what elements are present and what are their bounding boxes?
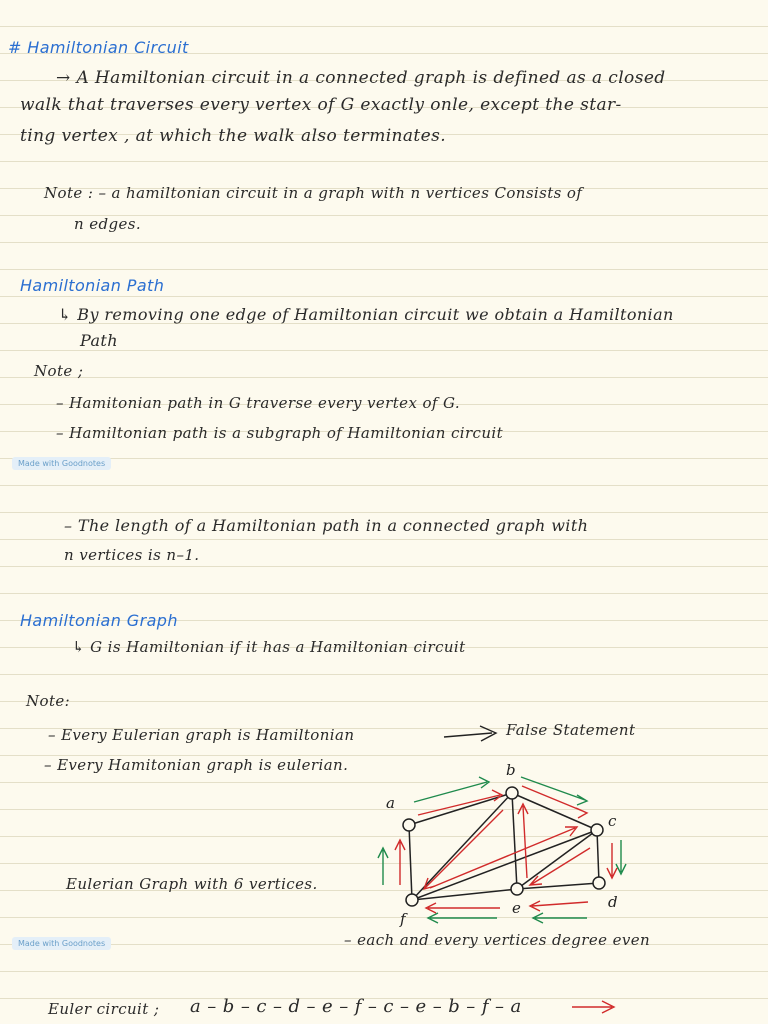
red-arrow-c-e — [530, 848, 590, 885]
vertex-c — [591, 824, 603, 836]
implication-arrow — [444, 733, 492, 737]
vertex-a — [403, 819, 415, 831]
green-arrow-a-b — [414, 777, 489, 802]
vertex-e — [511, 883, 523, 895]
length-note-line-2: n vertices is n–1. — [64, 546, 200, 564]
circuit-definition-line-2: walk that traverses every vertex of G exactly onle, except the star- — [20, 95, 622, 115]
vertex-f — [406, 894, 418, 906]
green-arrow-c-d — [616, 840, 626, 874]
edge-c-d — [597, 830, 599, 883]
graph-definition: ↳ G is Hamiltonian if it has a Hamiltonian circuit — [72, 638, 466, 656]
graph-note-1: – Every Eulerian graph is Hamiltonian — [48, 726, 355, 744]
path-note-2: – Hamiltonian path is a subgraph of Hamiltonian circuit — [56, 424, 504, 442]
circuit-note-line-2: n edges. — [74, 215, 142, 233]
euler-circuit-label: Euler circuit ; — [48, 1000, 160, 1018]
graph-caption: Eulerian Graph with 6 vertices. — [66, 875, 318, 893]
edge-e-b — [512, 793, 517, 889]
heading-hamiltonian-graph: Hamiltonian Graph — [20, 611, 178, 630]
edge-f-a — [409, 825, 412, 900]
euler-circuit-sequence: a – b – c – d – e – f – c – e – b – f – a — [190, 996, 522, 1017]
false-statement-label: False Statement — [506, 721, 636, 739]
green-arrow-f-a — [378, 848, 388, 885]
circuit-definition-line-3: ting vertex , at which the walk also terminates. — [20, 126, 447, 146]
vertex-label-a: a — [386, 794, 395, 812]
edge-d-e — [517, 883, 599, 889]
red-arrow-f-a — [395, 840, 405, 885]
note2-label: Note: — [26, 692, 71, 710]
green-arrow-e-f — [428, 913, 497, 923]
vertex-label-d: d — [608, 893, 618, 911]
vertex-label-c: c — [608, 812, 617, 830]
vertex-label-b: b — [506, 761, 516, 779]
path-definition-line-1: ↳ By removing one edge of Hamiltonian circuit we obtain a Hamiltonian — [58, 305, 674, 324]
goodnotes-watermark-2: Made with Goodnotes — [12, 937, 111, 950]
circuit-definition-line-1: → A Hamiltonian circuit in a connected graph is defined as a closed — [56, 68, 666, 88]
path-definition-line-2: Path — [80, 331, 118, 350]
heading-hamiltonian-path: Hamiltonian Path — [20, 276, 165, 295]
red-arrow-d-e — [530, 901, 588, 911]
length-note-line-1: – The length of a Hamiltonian path in a connected graph with — [64, 516, 589, 535]
red-arrow-a-b — [418, 790, 502, 815]
degree-note: – each and every vertices degree even — [344, 931, 651, 949]
note-label: Note ; — [34, 362, 84, 380]
goodnotes-watermark: Made with Goodnotes — [12, 457, 111, 470]
vertex-label-e: e — [512, 899, 521, 917]
graph-note-2: – Every Hamitonian graph is eulerian. — [44, 756, 349, 774]
heading-hamiltonian-circuit: # Hamiltonian Circuit — [8, 38, 189, 57]
red-arrow-e-f — [426, 903, 500, 913]
edge-c-e — [517, 830, 597, 889]
red-arrow-c-d — [607, 843, 617, 878]
red-arrow-b-f — [424, 810, 503, 889]
path-note-1: – Hamitonian path in G traverse every vertex of G. — [56, 394, 461, 412]
vertex-d — [593, 877, 605, 889]
circuit-note-line-1: Note : – a hamiltonian circuit in a graph with n vertices Consists of — [44, 184, 583, 202]
vertex-b — [506, 787, 518, 799]
red-arrow-euler — [572, 1001, 614, 1013]
green-arrow-d-e — [533, 913, 587, 923]
vertex-label-f: f — [400, 910, 406, 928]
edge-f-c — [412, 830, 597, 900]
red-arrow-e-b — [518, 804, 528, 878]
